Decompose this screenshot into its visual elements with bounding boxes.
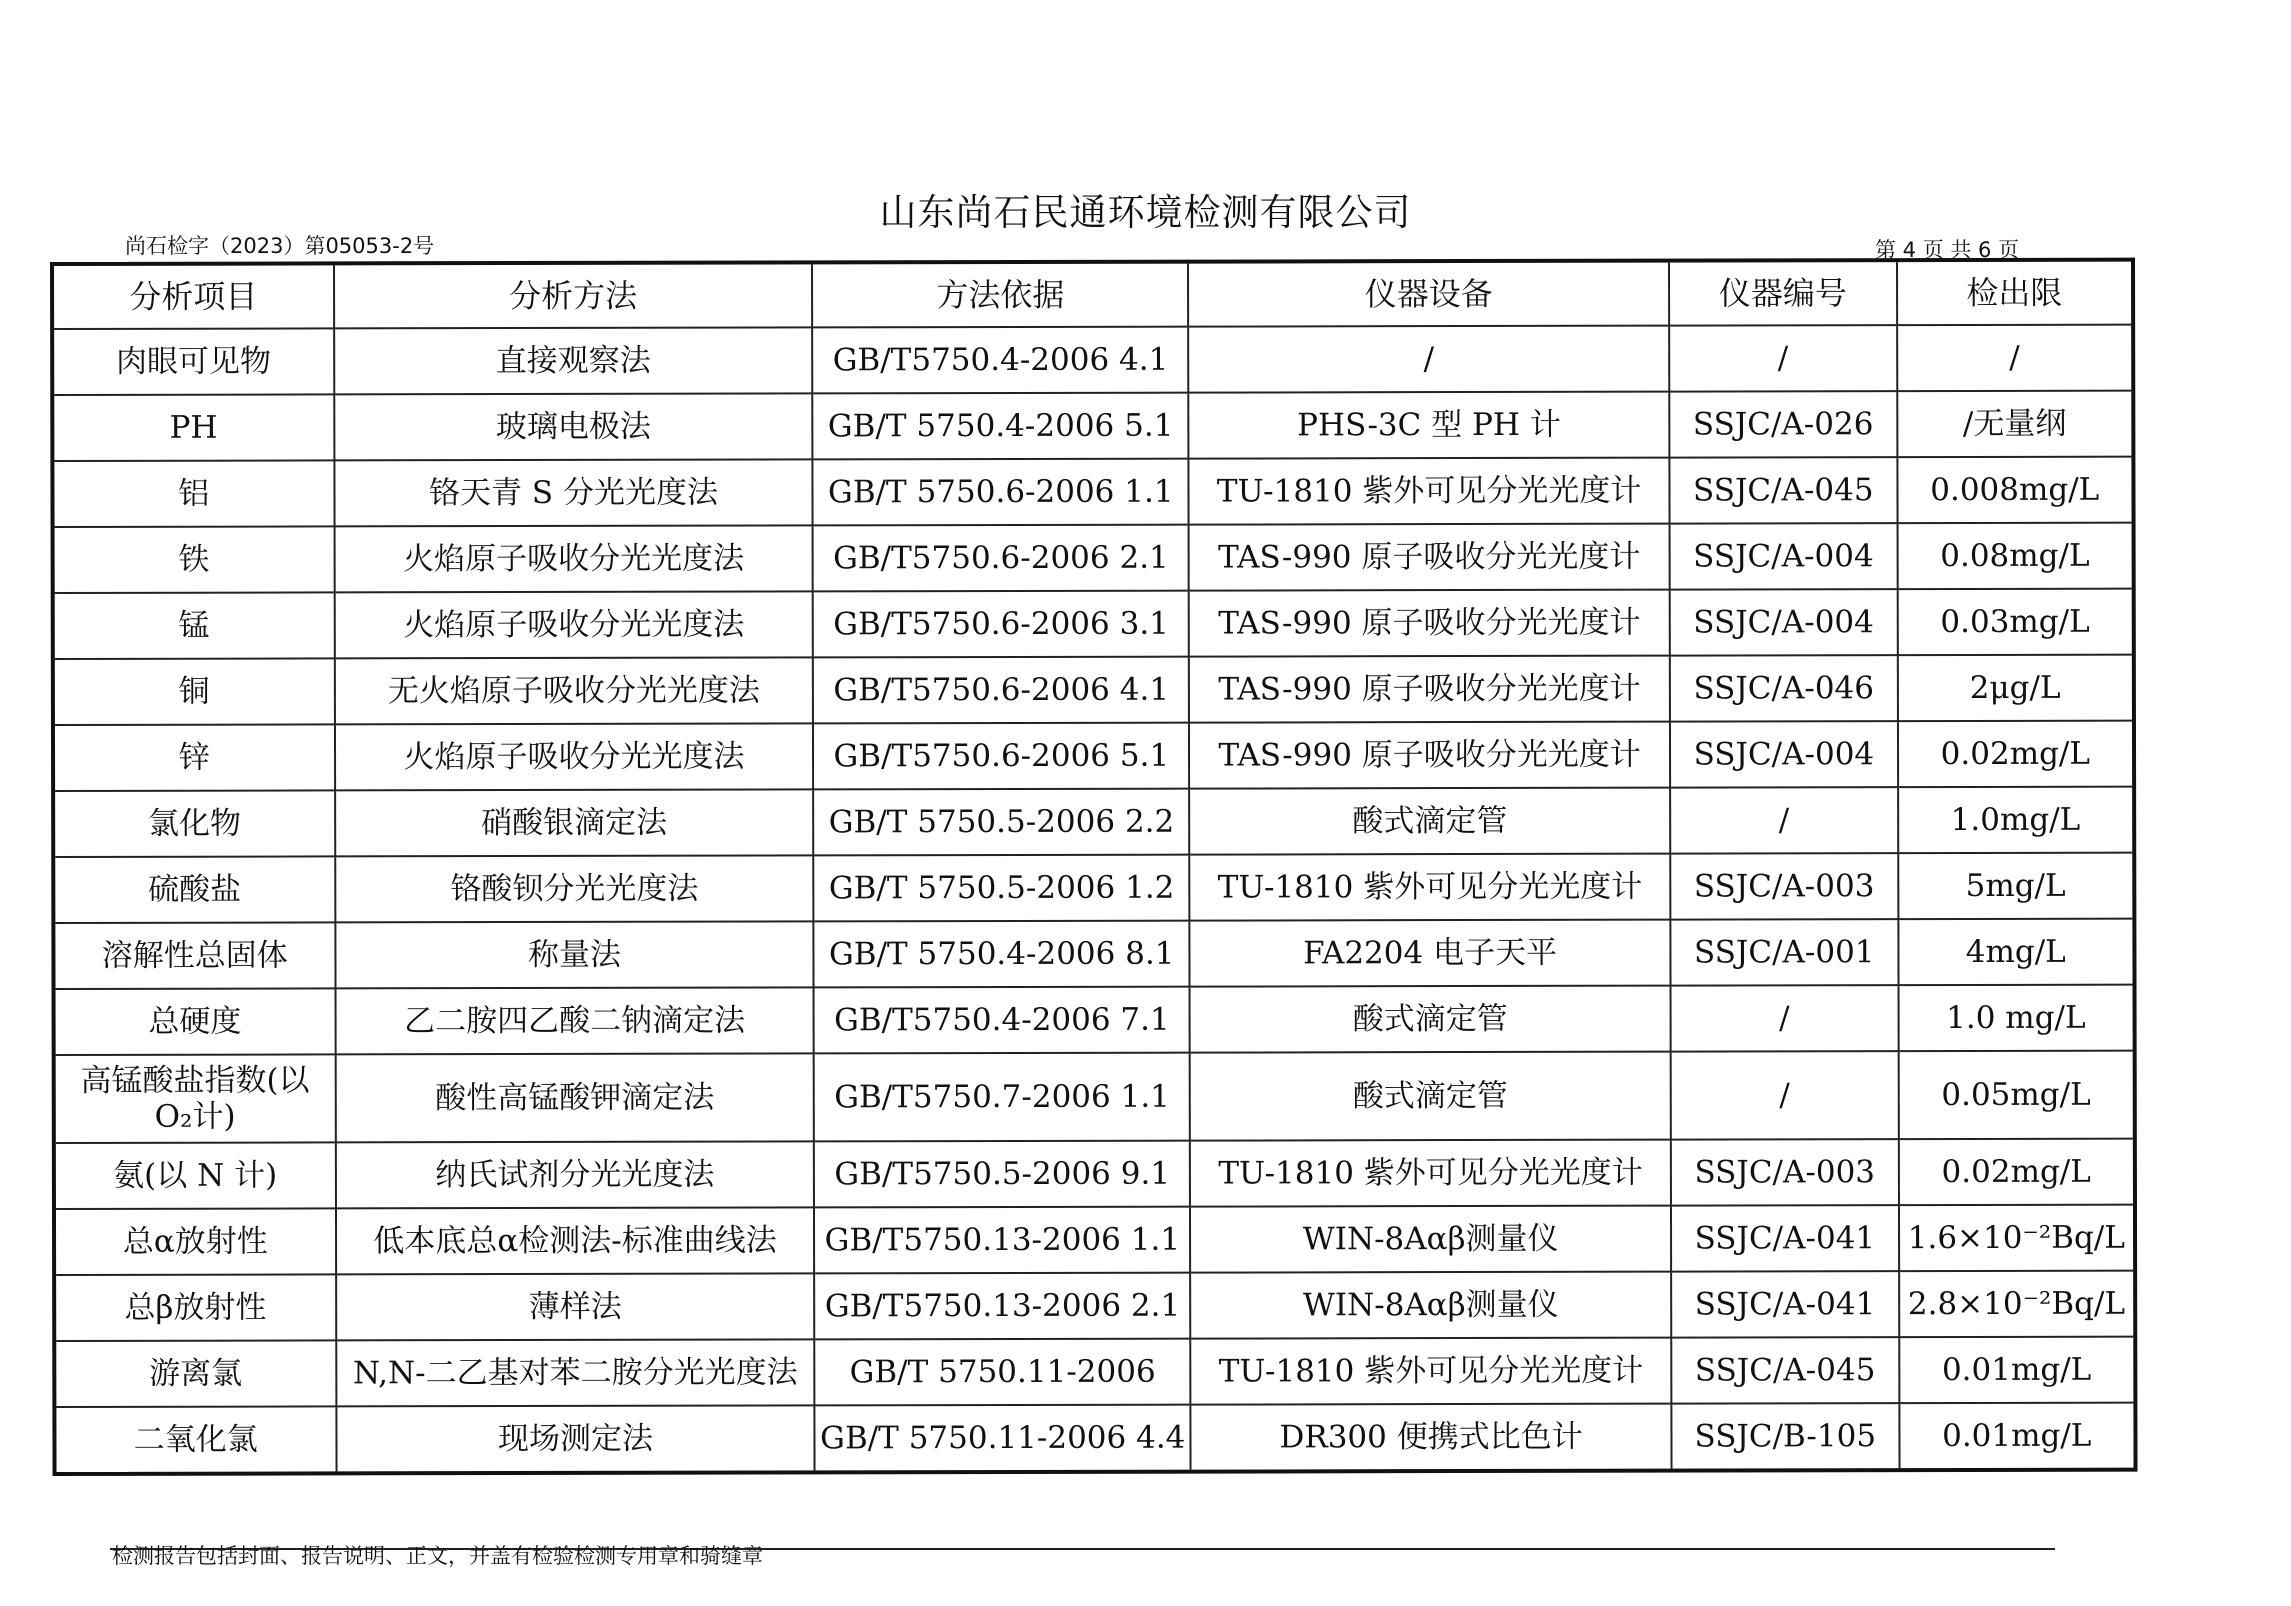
column-header-instrument-no: 仪器编号	[1669, 262, 1897, 325]
cell-detection-limit: 0.02mg/L	[1897, 721, 2132, 787]
cell-basis: GB/T 5750.6-2006 1.1	[813, 459, 1189, 526]
cell-method: 无火焰原子吸收分光光度法	[334, 657, 813, 724]
cell-item: 铜	[55, 658, 335, 725]
cell-instrument: TAS-990 原子吸收分光光度计	[1189, 656, 1670, 723]
cell-method: 直接观察法	[334, 327, 813, 394]
cell-instrument-no: SSJC/A-003	[1671, 1139, 1899, 1205]
table-row	[55, 787, 2132, 857]
footer-note: 检测报告包括封面、报告说明、正文，并盖有检验检测专用章和骑缝章	[112, 1544, 763, 1568]
cell-detection-limit: 0.01mg/L	[1899, 1337, 2134, 1403]
column-header-method: 分析方法	[334, 264, 813, 328]
cell-method: 铬天青 S 分光光度法	[334, 459, 813, 526]
cell-item: 游离氯	[56, 1340, 336, 1407]
cell-item: 锰	[55, 592, 335, 659]
cell-basis: GB/T5750.4-2006 7.1	[814, 987, 1190, 1054]
cell-instrument: PHS-3C 型 PH 计	[1188, 392, 1669, 459]
cell-item: 氨(以 N 计)	[56, 1142, 336, 1209]
cell-method: 酸性高锰酸钾滴定法	[335, 1053, 814, 1142]
cell-instrument-no: SSJC/A-004	[1670, 721, 1898, 787]
table-row	[56, 1139, 2133, 1209]
table-row	[55, 655, 2132, 725]
cell-item: 铁	[55, 526, 335, 593]
cell-instrument: TAS-990 原子吸收分光光度计	[1189, 722, 1670, 789]
table-row	[56, 1205, 2133, 1275]
cell-detection-limit: 5mg/L	[1898, 853, 2133, 919]
cell-instrument-no: SSJC/A-046	[1670, 655, 1898, 721]
cell-instrument: 酸式滴定管	[1190, 1052, 1671, 1141]
cell-basis: GB/T 5750.11-2006	[815, 1339, 1191, 1406]
table-row	[55, 589, 2132, 659]
cell-basis: GB/T5750.4-2006 4.1	[813, 327, 1189, 394]
cell-detection-limit: 0.008mg/L	[1897, 457, 2132, 523]
cell-detection-limit: 4mg/L	[1898, 919, 2133, 985]
cell-instrument: WIN-8Aαβ测量仪	[1190, 1272, 1671, 1339]
cell-method: 铬酸钡分光光度法	[335, 855, 814, 922]
table-row	[54, 457, 2131, 527]
cell-instrument-no: SSJC/B-105	[1671, 1403, 1899, 1468]
cell-instrument-no: /	[1670, 787, 1898, 853]
report-number: 尚石检字（2023）第05053-2号	[125, 234, 435, 258]
table-row	[54, 325, 2131, 395]
cell-method: 低本底总α检测法-标准曲线法	[336, 1207, 815, 1274]
table-row	[56, 1051, 2133, 1143]
table-row	[54, 391, 2131, 461]
cell-method: 称量法	[335, 921, 814, 988]
cell-item: 铝	[54, 460, 334, 527]
cell-instrument-no: SSJC/A-041	[1671, 1205, 1899, 1271]
cell-instrument-no: SSJC/A-001	[1670, 919, 1898, 985]
cell-detection-limit: /	[1897, 325, 2132, 391]
cell-detection-limit: 2.8×10⁻²Bq/L	[1899, 1271, 2134, 1337]
cell-item: 溶解性总固体	[55, 922, 335, 989]
column-header-basis: 方法依据	[812, 264, 1188, 328]
cell-method: 硝酸银滴定法	[335, 789, 814, 856]
cell-method: 现场测定法	[336, 1405, 815, 1471]
cell-detection-limit: 0.08mg/L	[1897, 523, 2132, 589]
cell-detection-limit: 1.0mg/L	[1898, 787, 2133, 853]
cell-item: 总硬度	[56, 988, 336, 1055]
cell-detection-limit: 0.05mg/L	[1898, 1051, 2133, 1139]
cell-item: 肉眼可见物	[54, 328, 334, 395]
cell-instrument-no: SSJC/A-003	[1670, 853, 1898, 919]
cell-instrument-no: SSJC/A-045	[1671, 1337, 1899, 1403]
cell-method: 玻璃电极法	[334, 393, 813, 460]
analysis-methods-table	[50, 258, 2138, 1476]
cell-instrument: 酸式滴定管	[1189, 788, 1670, 855]
cell-item: 高锰酸盐指数(以 O₂计)	[56, 1054, 336, 1143]
cell-instrument-no: SSJC/A-026	[1669, 391, 1897, 457]
cell-instrument-no: /	[1671, 985, 1899, 1051]
cell-instrument: /	[1188, 326, 1669, 393]
cell-detection-limit: 0.01mg/L	[1899, 1403, 2134, 1468]
cell-item: 锌	[55, 724, 335, 791]
cell-basis: GB/T5750.5-2006 9.1	[814, 1141, 1190, 1208]
cell-instrument-no: SSJC/A-004	[1670, 523, 1898, 589]
cell-instrument-no: SSJC/A-004	[1670, 589, 1898, 655]
cell-instrument-no: /	[1671, 1051, 1899, 1139]
table-row	[56, 1403, 2133, 1472]
cell-instrument-no: SSJC/A-045	[1670, 457, 1898, 523]
cell-method: 火焰原子吸收分光光度法	[335, 723, 814, 790]
cell-item: 二氧化氯	[56, 1406, 336, 1472]
cell-detection-limit: 0.03mg/L	[1897, 589, 2132, 655]
cell-detection-limit: 2μg/L	[1897, 655, 2132, 721]
cell-instrument: TU-1810 紫外可见分光光度计	[1190, 1140, 1671, 1207]
cell-detection-limit: /无量纲	[1897, 391, 2132, 457]
cell-basis: GB/T 5750.5-2006 1.2	[814, 855, 1190, 922]
table-header-row	[54, 262, 2131, 329]
cell-method: 薄样法	[336, 1273, 815, 1340]
cell-basis: GB/T 5750.4-2006 5.1	[813, 393, 1189, 460]
cell-instrument: TAS-990 原子吸收分光光度计	[1189, 524, 1670, 591]
cell-detection-limit: 0.02mg/L	[1898, 1139, 2133, 1205]
cell-instrument: TAS-990 原子吸收分光光度计	[1189, 590, 1670, 657]
cell-item: 总α放射性	[56, 1208, 336, 1275]
table-row	[56, 1271, 2133, 1341]
cell-method: 火焰原子吸收分光光度法	[334, 525, 813, 592]
column-header-item: 分析项目	[54, 265, 334, 329]
cell-basis: GB/T5750.6-2006 5.1	[813, 723, 1189, 790]
cell-method: N,N-二乙基对苯二胺分光光度法	[336, 1339, 815, 1406]
table-row	[55, 523, 2132, 593]
cell-instrument-no: SSJC/A-041	[1671, 1271, 1899, 1337]
company-title: 山东尚石民通环境检测有限公司	[879, 191, 1412, 234]
cell-instrument: DR300 便携式比色计	[1191, 1404, 1672, 1470]
cell-instrument-no: /	[1669, 325, 1897, 391]
column-header-detection-limit: 检出限	[1897, 262, 2132, 325]
table-row	[56, 985, 2133, 1055]
cell-instrument: FA2204 电子天平	[1190, 920, 1671, 987]
cell-method: 火焰原子吸收分光光度法	[334, 591, 813, 658]
cell-detection-limit: 1.0 mg/L	[1898, 985, 2133, 1051]
table-row	[55, 721, 2132, 791]
column-header-instrument: 仪器设备	[1188, 263, 1669, 327]
cell-basis: GB/T 5750.5-2006 2.2	[814, 789, 1190, 856]
page-indicator: 第 4 页 共 6 页	[1875, 238, 2020, 262]
cell-instrument: TU-1810 紫外可见分光光度计	[1189, 458, 1670, 525]
cell-method: 纳氏试剂分光光度法	[335, 1141, 814, 1208]
cell-instrument: 酸式滴定管	[1190, 986, 1671, 1053]
table-row	[55, 919, 2132, 989]
cell-item: PH	[54, 394, 334, 461]
cell-item: 硫酸盐	[55, 856, 335, 923]
cell-basis: GB/T5750.13-2006 1.1	[814, 1207, 1190, 1274]
cell-detection-limit: 1.6×10⁻²Bq/L	[1899, 1205, 2134, 1271]
cell-item: 总β放射性	[56, 1274, 336, 1341]
cell-basis: GB/T 5750.4-2006 8.1	[814, 921, 1190, 988]
cell-instrument: TU-1810 紫外可见分光光度计	[1190, 1338, 1671, 1405]
cell-instrument: TU-1810 紫外可见分光光度计	[1189, 854, 1670, 921]
cell-method: 乙二胺四乙酸二钠滴定法	[335, 987, 814, 1054]
cell-basis: GB/T 5750.11-2006 4.4	[815, 1405, 1191, 1471]
cell-basis: GB/T5750.13-2006 2.1	[815, 1273, 1191, 1340]
table-row	[56, 1337, 2133, 1407]
cell-basis: GB/T5750.6-2006 4.1	[813, 657, 1189, 724]
cell-basis: GB/T5750.6-2006 3.1	[813, 591, 1189, 658]
cell-basis: GB/T5750.6-2006 2.1	[813, 525, 1189, 592]
cell-instrument: WIN-8Aαβ测量仪	[1190, 1206, 1671, 1273]
cell-basis: GB/T5750.7-2006 1.1	[814, 1053, 1190, 1142]
table-row	[55, 853, 2132, 923]
cell-item: 氯化物	[55, 790, 335, 857]
